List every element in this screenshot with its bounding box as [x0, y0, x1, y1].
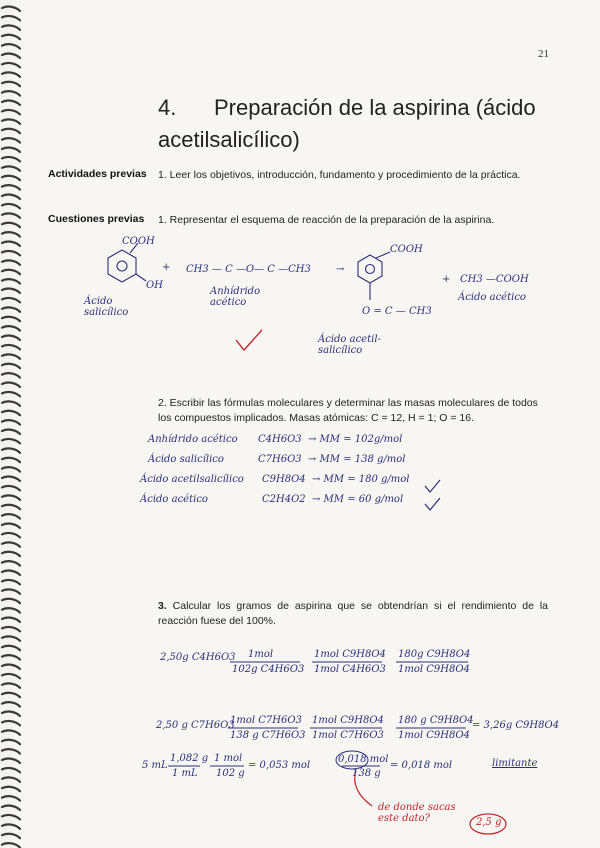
- calc-fraction-lines: [168, 662, 468, 766]
- hw-mass-2: → MM = 180 g/mol: [312, 474, 410, 485]
- hw-calc-l3-f2-top: 1 mol: [214, 753, 243, 764]
- benzene-ring-product: [358, 255, 382, 283]
- page-number: 21: [538, 48, 549, 60]
- hw-calc-l2-f3-bot: 1mol C9H8O4: [398, 730, 470, 741]
- hw-red-note: de donde sacas este dato?: [378, 802, 456, 824]
- hw-calc-l3-f1-top: 1,082 g: [170, 753, 209, 764]
- hw-formula-name-2: Ácido acetilsalicílico: [140, 474, 244, 485]
- question-1: 1. Representar el esquema de reacción de la preparación de la aspirina.: [158, 214, 495, 226]
- chapter-title-text: Preparación de la aspirina (ácido acetilsalicílico): [158, 95, 536, 152]
- hw-calc-limiting: limitante: [492, 758, 538, 769]
- checkmark-1: [236, 330, 262, 350]
- hw-cooh-product: COOH: [390, 244, 423, 255]
- hw-calc-l1-f1-bot: 102g C4H6O3: [232, 664, 305, 675]
- hw-calc-l1-f2-top: 1mol C9H8O4: [314, 649, 386, 660]
- hw-calc-l2-result: = 3,26g C9H8O4: [472, 720, 560, 731]
- hw-mass-1: → MM = 138 g/mol: [308, 454, 406, 465]
- hw-calc-l2-f2-top: 1mol C9H8O4: [312, 715, 384, 726]
- hw-acetic-name: Ácido acético: [458, 292, 526, 303]
- hw-calc-l3-f1-bot: 1 mL: [172, 768, 198, 779]
- hw-formula-name-0: Anhídrido acético: [148, 434, 238, 445]
- hw-calc-l2-f2-bot: 1mol C7H6O3: [312, 730, 384, 741]
- hw-formula-name-1: Ácido salicílico: [148, 454, 224, 465]
- previous-questions-label: Cuestiones previas: [48, 213, 145, 225]
- previous-activities-label: Actividades previas: [48, 168, 147, 180]
- hw-cooh-top: COOH: [122, 236, 155, 247]
- previous-activities-text: 1. Leer los objetivos, introducción, fundamento y procedimiento de la práctica.: [158, 169, 521, 181]
- hw-calc-l3-f2-bot: 102 g: [216, 768, 245, 779]
- hw-anhydride: CH3 — C —O— C —CH3: [186, 264, 311, 275]
- hw-anhydride-name: Anhídrido acético: [210, 286, 261, 308]
- hw-calc-l1-f1-top: 1mol: [248, 649, 274, 660]
- checkmark-2: [425, 480, 440, 492]
- hw-calc-l1-f3-top: 180g C9H8O4: [398, 649, 471, 660]
- hw-red-circle: 2,5 g: [476, 817, 502, 828]
- hw-formula-name-3: Ácido acético: [140, 494, 208, 505]
- hw-plus-1: +: [162, 262, 171, 273]
- checkmark-3: [425, 498, 440, 510]
- hw-mass-0: → MM = 102g/mol: [308, 434, 403, 445]
- chapter-number: 4.: [158, 95, 177, 120]
- hw-calc-l3-circle: 0,018 mol: [338, 754, 389, 765]
- hw-formula-3: C2H4O2: [262, 494, 306, 505]
- hw-aspirin-name: Ácido acetil-salicílico: [318, 334, 381, 356]
- hw-salicylic-name: Ácido salicílico: [84, 296, 129, 318]
- hw-arrow-product: →: [336, 264, 345, 275]
- hw-calc-l2-f1-bot: 138 g C7H6O3: [230, 730, 306, 741]
- hw-calc-l3-result2: = 0,018 mol: [390, 760, 453, 771]
- question-3-number: 3.: [158, 600, 167, 612]
- hw-calc-line3-start: 5 mL: [142, 760, 168, 771]
- hw-formula-2: C9H8O4: [262, 474, 306, 485]
- question-2: 2. Escribir las fórmulas moleculares y determinar las masas moleculares de todos los compuestos implicados. Masas atómicas: C = 12, H = 1; O = 16.: [158, 397, 538, 424]
- hw-acetyl-group: O = C — CH3: [362, 306, 432, 317]
- hw-formula-0: C4H6O3: [258, 434, 302, 445]
- hw-acetic: CH3 —COOH: [460, 274, 529, 285]
- hw-calc-l1-f3-bot: 1mol C9H8O4: [398, 664, 470, 675]
- question-3-text: Calcular los gramos de aspirina que se obtendrían si el rendimiento de la reacción fuese del 100%.: [158, 600, 548, 627]
- hw-calc-l2-f3-top: 180 g C9H8O4: [398, 715, 474, 726]
- hw-calc-l3-result: = 0,053 mol: [248, 760, 311, 771]
- hw-calc-l1-f2-bot: 1mol C4H6O3: [314, 664, 386, 675]
- hw-calc-l2-f1-top: 1mol C7H6O3: [230, 715, 302, 726]
- hw-calc-line2-start: 2,50 g C7H6O3: [156, 720, 235, 731]
- hw-plus-2: +: [442, 274, 451, 285]
- hw-oh: OH: [146, 280, 163, 291]
- hw-calc-l3-f3-bot: 138 g: [352, 768, 381, 779]
- ring-circle-reactant: [117, 261, 127, 271]
- hw-mass-3: → MM = 60 g/mol: [312, 494, 404, 505]
- hw-calc-line1-start: 2,50g C4H6O3: [160, 652, 236, 663]
- hw-formula-1: C7H6O3: [258, 454, 302, 465]
- benzene-ring-reactant: [108, 250, 136, 282]
